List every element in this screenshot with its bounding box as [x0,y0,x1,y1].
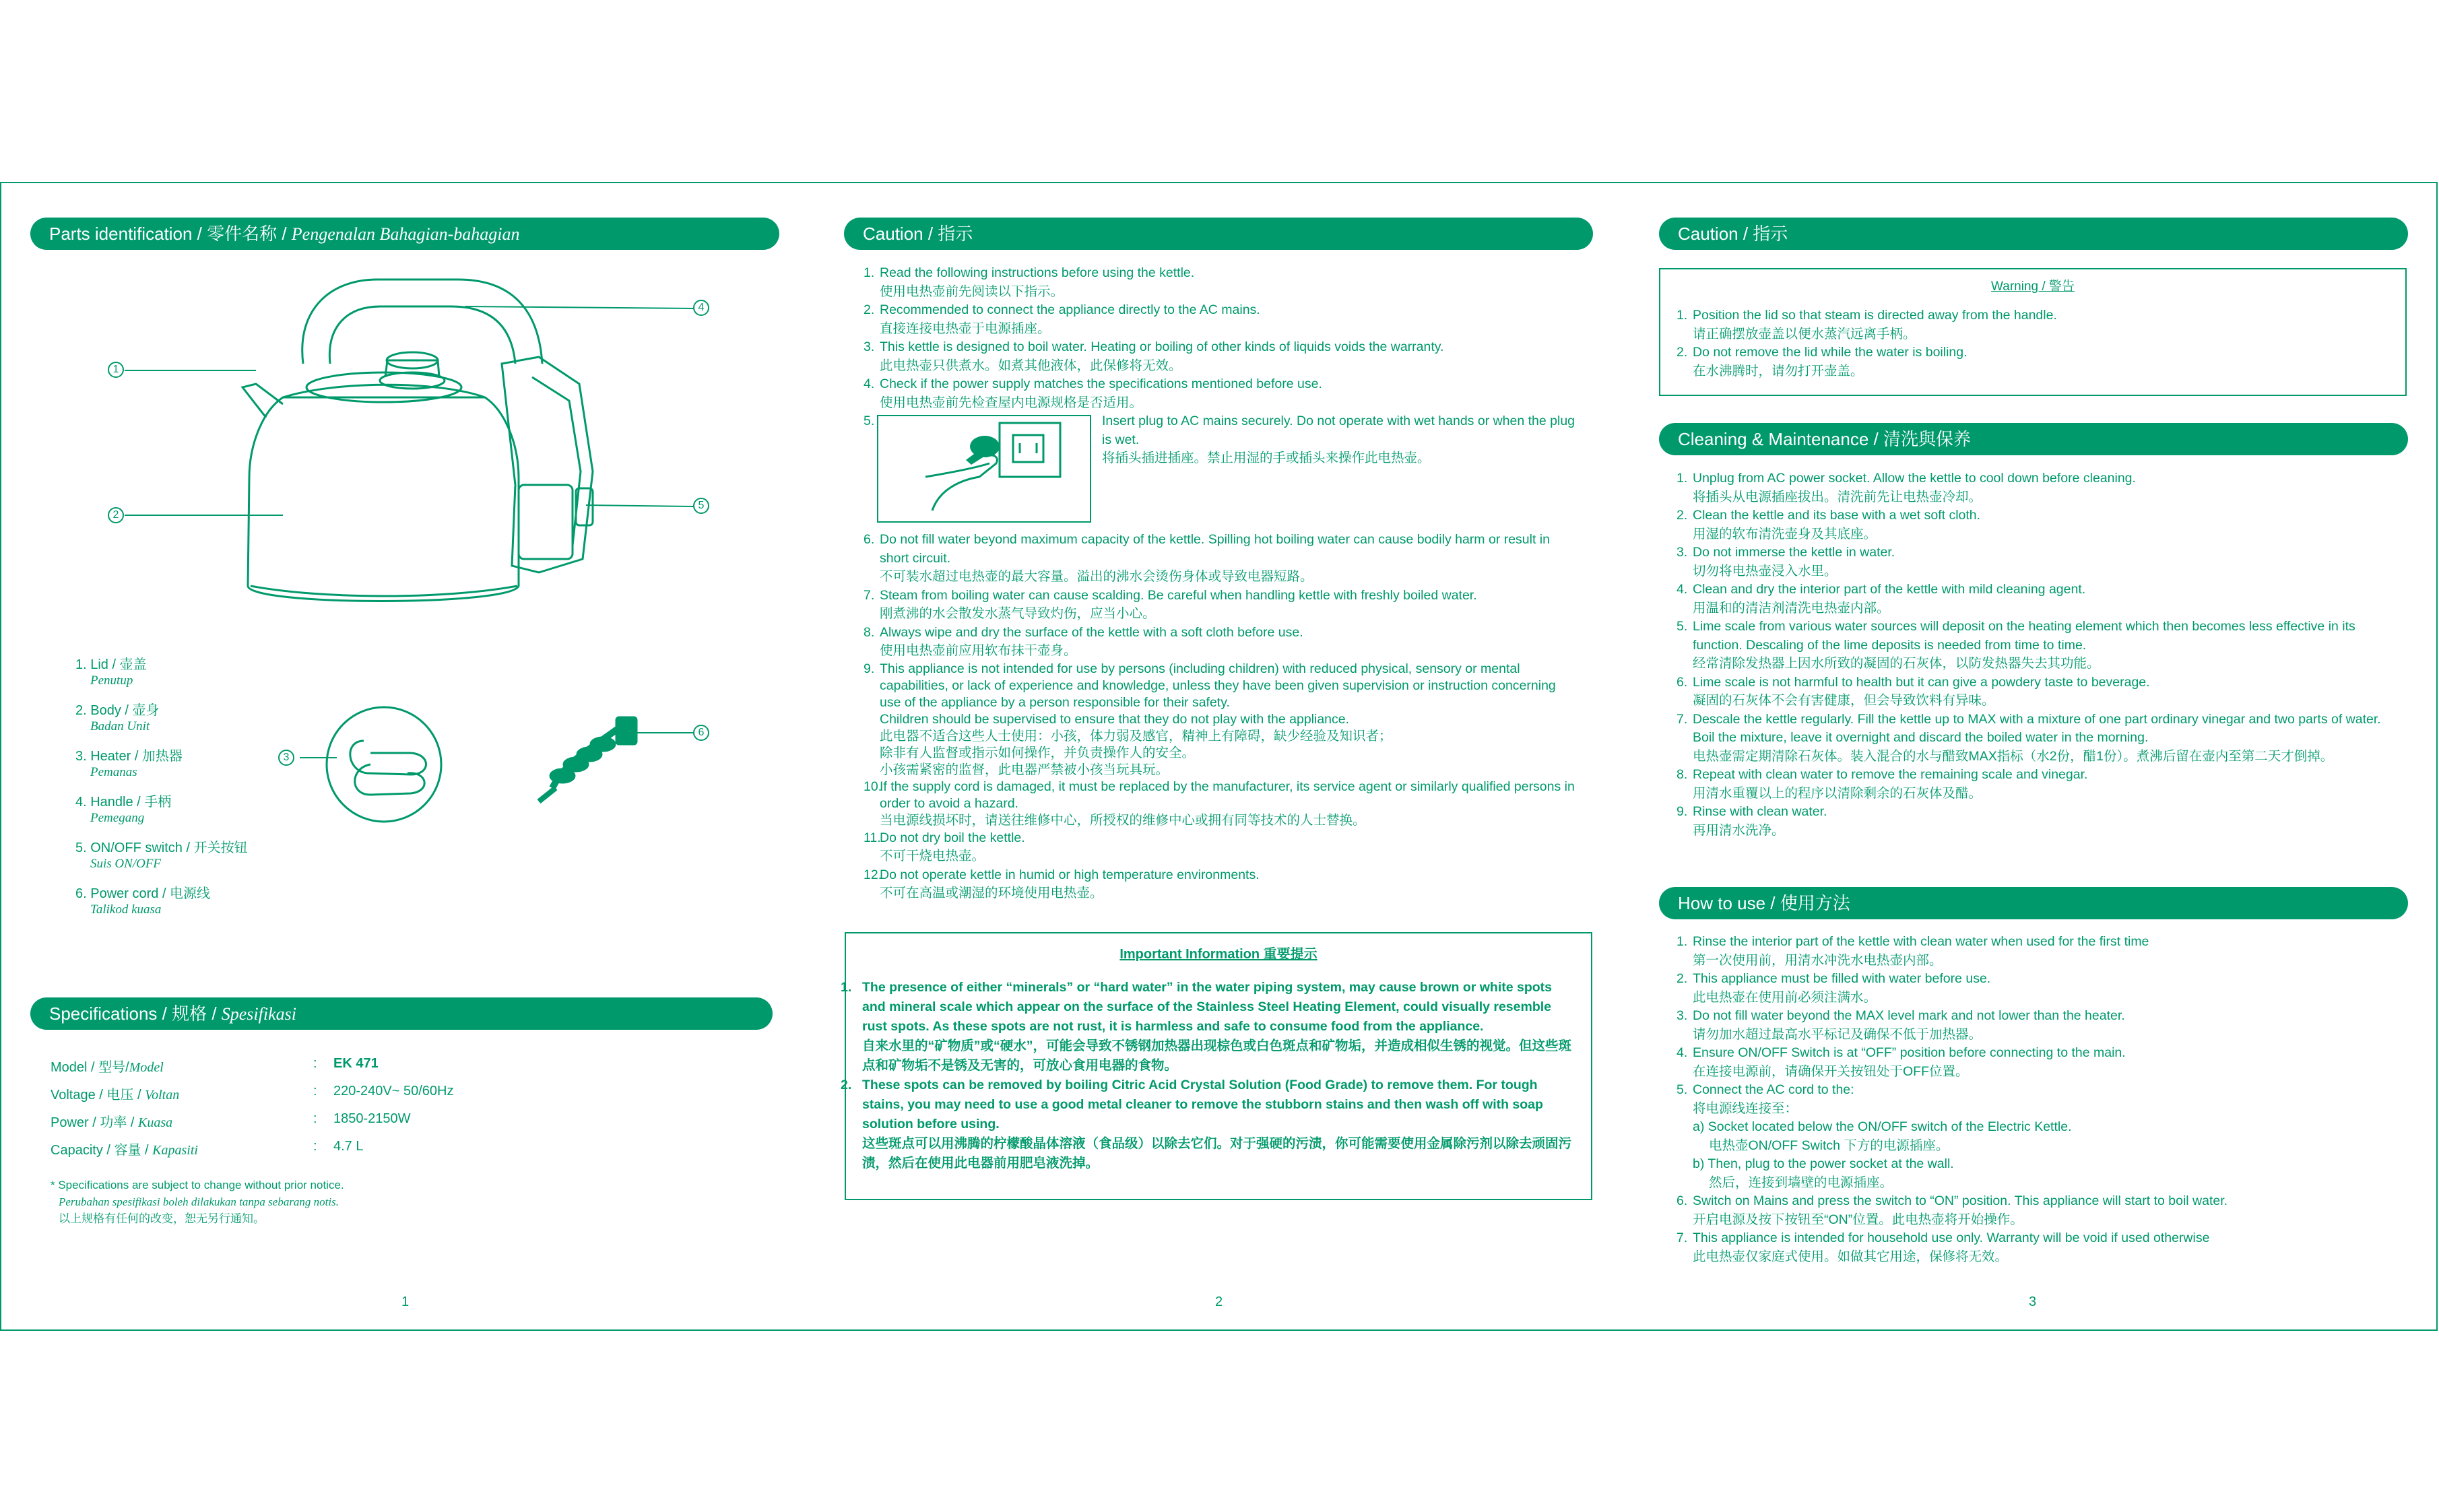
list-item: 6. Do not fill water beyond maximum capacity of the kettle. Spilling hot boiling water can cause bodily harm or result in short circuit. 不可装水超过电热壶的最大容量。溢出的沸水会烫伤身体或导致电器短路。 [864,532,1550,584]
kettle-illustration [0,249,741,626]
caution-item-5-text: Insert plug to AC mains securely. Do not operate with wet hands or when the plug is wet. 将插头插进插座。禁止用湿的手或插头来操作此电热壶。 [1102,414,1575,465]
list-item: 9. This appliance is not intended for use by persons (including children) with reduced physical, sensory or mental capabilities, or lack of experience and knowledge, unless they have been given supervision or instruction concerning use of the appliance by a person responsible for their safety. Children should be supervised to ensure that they do not play with the appliance. 此电器不适合这些人士使用：小孩，体力弱及感官，精神上有障碍，缺少经验及知识者； 除非有人监督或指示如何操作，并负责操作人的安全。 小孩需紧密的监督，此电器严禁被小孩当玩具玩。 [864,661,1556,777]
callout-5: 5 [693,498,709,514]
list-item: 1. Unplug from AC power socket. Allow the kettle to cool down before cleaning. 将插头从电源插座拔出。清洗前先让电热壶冷却。 [1677,471,2136,504]
list-item: 12. Do not operate kettle in humid or high temperature environments. 不可在高温或潮湿的环境使用电热壶。 [864,867,1260,900]
list-item: 3. Do not fill water beyond the MAX level mark and not lower than the heater. 请勿加水超过最高水平标记及确保不低于加热器。 [1677,1008,2125,1042]
list-item: 7. Steam from boiling water can cause scalding. Be careful when handling kettle with freshly boiled water. 刚煮沸的水会散发水蒸气导致灼伤，应当小心。 [864,587,1477,621]
part-item: 2. Body / 壶身 Badan Unit [75,703,160,733]
list-item: 7. Descale the kettle regularly. Fill the kettle up to MAX with a mixture of one part ordinary vinegar and two parts of water. Boil the mixture, leave it overnight and discard the boiled water in the morning. 电热壶需定期清除石灰体。装入混合的水与醋致MAX指标（水2份，醋1份）。煮沸后留在壶内至第二天才倒掉。 [1677,711,2381,764]
list-item: 8. Repeat with clean water to remove the remaining scale and vinegar. 用清水重覆以上的程序以清除剩余的石灰体及醋。 [1677,767,2088,801]
plug-icon [878,416,1093,524]
important-information-title: Important Information 重要提示 [1119,947,1318,962]
list-item: 2. Recommended to connect the appliance directly to the AC mains. 直接连接电热壶于电源插座。 [864,302,1260,336]
list-item: 4. Ensure ON/OFF Switch is at “OFF” position before connecting to the main. 在连接电源前，请确保开关按钮处于OFF位置。 [1677,1045,2126,1079]
list-item: 1. Rinse the interior part of the kettle with clean water when used for the first time 第一次使用前，用清水冲洗水电热壶内部。 [1677,934,2149,968]
parts-list [75,657,248,931]
page-number-3: 3 [2029,1294,2037,1309]
caution-list-b [864,531,1578,903]
part-item: 6. Power cord / 电源线 Talikod kuasa [75,886,211,917]
list-item: 3. This kettle is designed to boil water. Heating or boiling of other kinds of liquids voids the warranty. 此电热壶只供煮水。如煮其他液体，此保修将无效。 [864,339,1444,373]
list-item: 2. Clean the kettle and its base with a wet soft cloth. 用湿的软布清洗壶身及其底座。 [1677,508,1981,541]
page-number-1: 1 [401,1294,410,1309]
plug-illustration-box [877,415,1091,523]
list-item: 1. The presence of either “minerals” or “hard water” in the water piping system, may cause brown or white spots and mineral scale which appear on the surface of the Stainless Steel Heating Element, could visually resemble rust spots. As these spots are not rust, it is harmless and safe to consume food from the appliance. 自来水里的“矿物质”或“硬水”，可能会导致不锈钢加热器出现棕色或白色斑点和矿物垢，并造成相似生锈的视觉。但这些斑点和矿物垢不是锈及无害的，可放心食用电器的食物。 [841,980,1572,1073]
list-item: 6. Lime scale is not harmful to health but it can give a powdery taste to beverage. 凝固的石灰体不会有害健康，但会导致饮料有异味。 [1677,674,2150,708]
parts-identification-header: Parts identification / 零件名称 / Pengenalan Bahagian-bahagian [30,218,779,250]
caution-header-page3: Caution / 指示 [1659,218,2408,250]
callout-4: 4 [693,300,709,316]
list-item: 10. If the supply cord is damaged, it must be replaced by the manufacturer, its service agent or similarly qualified persons in order to avoid a hazard. 当电源线损坏时，请送往维修中心，所授权的维修中心或拥有同等技术的人士替换。 [864,779,1575,828]
list-item: 9. Rinse with clean water. 再用清水洗净。 [1677,804,1827,838]
list-item: 5. Connect the AC cord to the: 将电源线连接至： a) Socket located below the ON/OFF switch of the Electric Kettle. 电热壶ON/OFF Switch 下方的电源插座。 b) Then, plug to the power socket at the wall. 然后，连接到墙壁的电源插座。 [1677,1082,2072,1190]
page-number-2: 2 [1215,1294,1223,1309]
list-item: 1. Read the following instructions before using the kettle. 使用电热壶前先阅读以下指示。 [864,265,1195,299]
list-item: 2. These spots can be removed by boiling Citric Acid Crystal Solution (Food Grade) to remove them. For tough stains, you may need to use a good metal cleaner to remove the stubborn stains and then wash off with soap solution before using. 这些斑点可以用沸腾的柠檬酸晶体溶液（食品级）以除去它们。对于强硬的污渍，你可能需要使用金属除污剂以除去顽固污渍，然后在使用此电器前用肥皂液洗掉。 [841,1078,1572,1171]
specifications-header: Specifications / 规格 / Spesifikasi [30,997,773,1030]
list-item: 6. Switch on Mains and press the switch to “ON” position. This appliance will start to boil water. 开启电源及按下按钮至“ON”位置。此电热壶将开始操作。 [1677,1193,2228,1227]
warning-title: Warning / 警告 [1991,280,2075,294]
how-to-use-list [1677,933,2404,1266]
list-item: 7. This appliance is intended for household use only. Warranty will be void if used otherwise 此电热壶仅家庭式使用。如做其它用途，保修将无效。 [1677,1230,2210,1264]
part-item: 5. ON/OFF switch / 开关按钮 Suis ON/OFF [75,841,248,871]
cleaning-maintenance-header: Cleaning & Maintenance / 清洗與保养 [1659,423,2408,455]
cleaning-list [1677,469,2404,840]
callout-1: 1 [108,362,124,378]
callout-6: 6 [693,725,709,741]
part-item: 3. Heater / 加热器 Pemanas [75,749,183,779]
part-item: 1. Lid / 壶盖 Penutup [75,657,147,688]
list-item: 3. Do not immerse the kettle in water. 切勿将电热壶浸入水里。 [1677,545,1895,579]
part-item: 4. Handle / 手柄 Pemegang [75,795,172,825]
list-item: 2. Do not remove the lid while the water is boiling. 在水沸腾时，请勿打开壶盖。 [1677,345,1968,379]
list-item: 11. Do not dry boil the kettle. 不可干烧电热壶。 [864,830,1025,863]
list-item: 4. Clean and dry the interior part of the kettle with mild cleaning agent. 用温和的清洁剂清洗电热壶内部。 [1677,582,2086,616]
list-item: 1. Position the lid so that steam is directed away from the handle. 请正确摆放壶盖以便水蒸汽远离手柄。 [1677,308,2057,341]
warning-list [1677,306,2391,381]
caution-item-5-number: 5. [864,414,875,428]
caution-list-a [864,264,1591,412]
important-information-list [841,978,1576,1173]
list-item: 8. Always wipe and dry the surface of the kettle with a soft cloth before use. 使用电热壶前应用软布抹干壶身。 [864,624,1303,658]
list-item: 4. Check if the power supply matches the specifications mentioned before use. 使用电热壶前先检查屋内电源规格是否适用。 [864,376,1322,410]
caution-header-page2: Caution / 指示 [844,218,1593,250]
heater-and-cord-illustration [269,700,674,835]
callout-3: 3 [278,750,294,766]
list-item: 2. This appliance must be filled with water before use. 此电热壶在使用前必须注满水。 [1677,971,1991,1005]
callout-2: 2 [108,507,124,523]
spec-note: * Specifications are subject to change without prior notice. Perubahan spesifikasi boleh dilakukan tanpa sebarang notis. 以上规格有任何的改变，恕无另行通知。 [51,1179,344,1225]
how-to-use-header: How to use / 使用方法 [1659,887,2408,919]
list-item: 5. Lime scale from various water sources will deposit on the heating element which then becomes less effective in its function. Descaling of the lime deposits is needed from time to time. 经常清除发热器上因水所致的凝固的石灰体，以防发热器失去其功能。 [1677,619,2355,671]
